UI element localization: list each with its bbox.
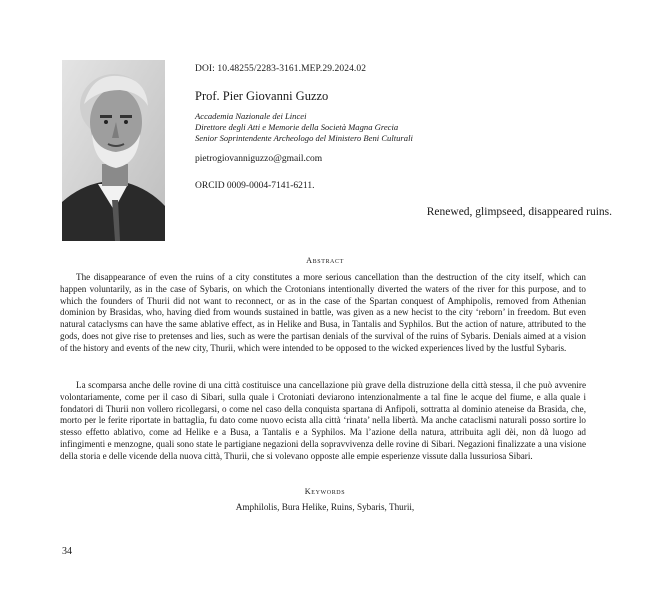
abstract-italian: La scomparsa anche delle rovine di una città costituisce una cancellazione più grave della distruzione della città stessa, il che può avvenire volontariamente, come per il caso di Sibari, sulla quale i Crotoniati deviarono intenzionalmente a tal fine le acque del fiume, e alla quale i fondatori di Thurii non vollero ricollegarsi, o come nel caso della conquista spartana di Anfipoli, sottratta al dominio ateneise da Brasida, che, morto per le ferite riportate in battaglia, fu dato come nuovo ecista alla città ‘rinata’ nella libertà. Ma anche cataclismi naturali posso sortire lo stesso effetto ablativo, come ad Helike e a Busa, a Tantalis e a Syphilos. Ma l’azione della natura, attribuita agli dèi, non dà luogo ad infingimenti e menzogne, quali sono state le partigiane negazioni della sopravvivenza delle rovine di Sibari. Negazioni finalizzate a una visione della storia e delle vicende della nuova città, Thurii, che si volevano opposte alle empie esperienze vissute dalla lussuriosa Sibari. [60,380,586,461]
affiliation-line: Accademia Nazionale dei Lincei [195,111,307,121]
author-portrait [62,60,165,241]
abstract-english: The disappearance of even the ruins of a city constitutes a more serious cancellation than the destruction of the city itself, which can happen voluntarily, as in the case of Sybaris, on which the Crotonians intentionally diverted the waters of the river for this purpose, and to which the founders of Thurii did not want to reconnect, or as in the case of the Spartan conquest of Amphipolis, removed from Athenian dominion by Brasidas, who, having died from wounds sustained in battle, was given as a new hecist to the city ‘reborn’ in freedom. But even natural cataclysms can have the same ablative effect, as in Helike and Busa, in Tantalis and Syphilos. But the action of nature, attributed to the gods, does not give rise to pretenses and lies, such as were the partisan denials of the survival of the ruins of Sybaris. Denials aimed at a vision of the history and events of the new city, Thurii, which were intended to be opposed to the wicked experiences lived by the lustful Sybaris. [60,272,586,353]
author-orcid: ORCID 0009-0004-7141-6211. [195,181,315,191]
keywords-heading: Keywords [304,487,346,496]
page-number: 34 [62,546,72,557]
affiliation-line: Senior Soprintendente Archeologo del Ministero Beni Culturali [195,133,413,144]
abstract-heading: Abstract [306,256,344,265]
author-email[interactable]: pietrogiovanniguzzo@gmail.com [195,154,323,164]
article-subtitle: Renewed, glimpseed, disappeared ruins. [426,206,612,218]
keywords-list: Amphilolis, Bura Helike, Ruins, Sybaris, Thurii, [235,502,415,512]
author-affiliations [195,111,413,145]
affiliation-line: Direttore degli Atti e Memorie della Società Magna Grecia [195,122,399,133]
doi: DOI: 10.48255/2283-3161.MEP.29.2024.02 [195,64,367,74]
author-name: Prof. Pier Giovanni Guzzo [195,89,329,103]
